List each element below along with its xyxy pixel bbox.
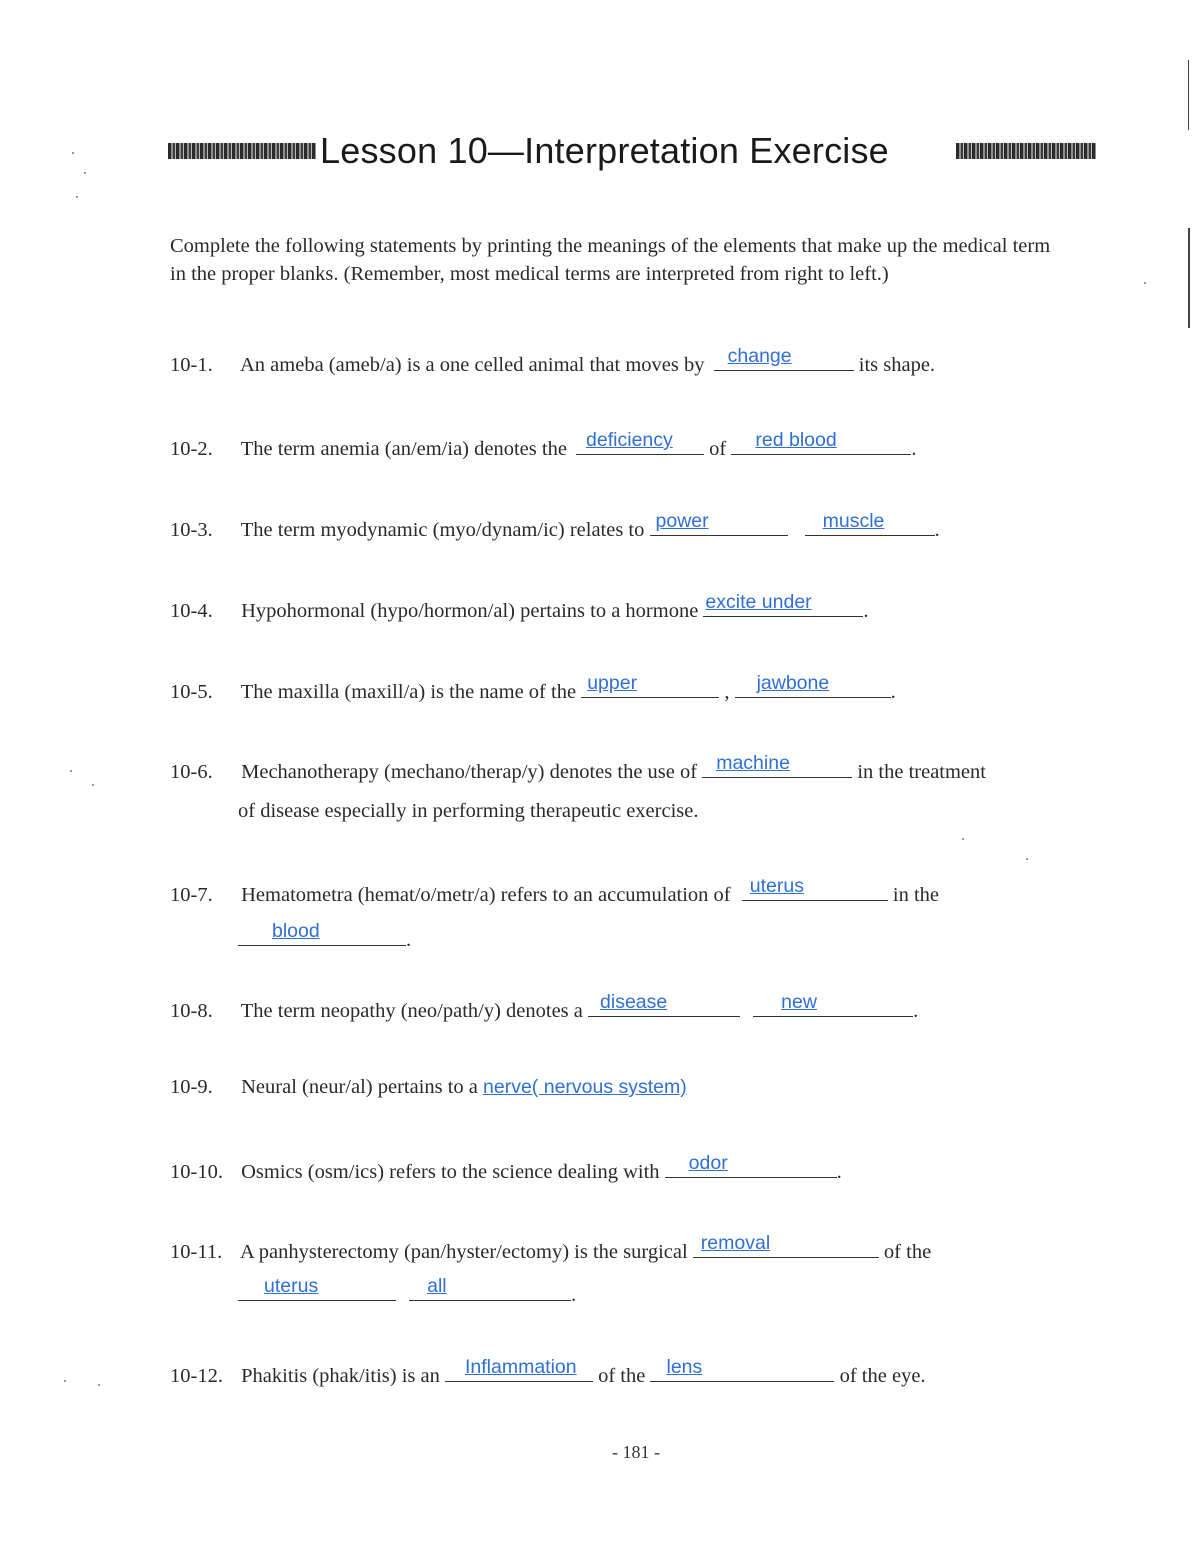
question-text: Hematometra (hemat/o/metr/a) refers to an accumulation of — [241, 884, 731, 906]
page-title: Lesson 10—Interpretation Exercise — [320, 130, 889, 171]
question-10-4 — [170, 592, 869, 625]
question-10-5 — [170, 673, 896, 706]
scan-speck — [92, 784, 94, 786]
answer-blank[interactable] — [702, 753, 852, 778]
question-10-2 — [170, 430, 917, 463]
question-number: 10-4. — [170, 600, 213, 622]
question-10-9 — [170, 1073, 687, 1101]
question-text: Mechanotherapy (mechano/therap/y) denotes the use of — [241, 761, 698, 783]
question-10-11-continued — [238, 1276, 576, 1309]
answer-text: muscle — [822, 510, 885, 532]
question-number: 10-10. — [170, 1161, 223, 1183]
question-number: 10-3. — [170, 519, 213, 541]
question-number: 10-12. — [170, 1365, 223, 1387]
decorative-bar-left — [168, 143, 316, 159]
question-10-7 — [170, 876, 939, 909]
answer-text: lens — [666, 1356, 703, 1378]
question-text-end: . — [934, 519, 940, 541]
answer-text: uterus — [264, 1275, 319, 1297]
instructions-text: Complete the following statements by printing the meanings of the elements that make up the medical term in the proper blanks. (Remember, most medical terms are interpreted from right to left.) — [170, 235, 1051, 285]
answer-blank-2[interactable] — [238, 1276, 396, 1301]
question-text: A panhysterectomy (pan/hyster/ectomy) is the surgical — [240, 1241, 688, 1263]
question-10-6-continued: of disease especially in performing therapeutic exercise. — [238, 800, 699, 822]
answer-text: red blood — [755, 429, 837, 451]
answer-text[interactable]: nerve( nervous system) — [483, 1076, 687, 1098]
question-number: 10-11. — [170, 1241, 223, 1263]
question-number: 10-8. — [170, 1000, 213, 1022]
question-text-end: . — [863, 600, 869, 622]
decorative-bar-right — [956, 143, 1096, 159]
answer-blank-2[interactable] — [238, 921, 406, 946]
scan-speck — [1144, 282, 1146, 284]
answer-text: change — [727, 345, 792, 367]
question-text: Neural (neur/al) pertains to a — [241, 1076, 478, 1098]
question-text-end: . — [571, 1284, 577, 1306]
question-text: The term neopathy (neo/path/y) denotes a — [240, 1000, 583, 1022]
answer-blank-2[interactable] — [650, 1357, 834, 1382]
answer-text: excite under — [705, 591, 812, 613]
answer-blank-1[interactable] — [588, 992, 740, 1017]
question-10-10 — [170, 1153, 842, 1186]
page-number: - 181 - — [612, 1442, 660, 1462]
question-text-mid: of the — [598, 1365, 646, 1387]
answer-text: odor — [688, 1152, 728, 1174]
question-10-6 — [170, 753, 986, 786]
answer-blank-3[interactable] — [409, 1276, 571, 1301]
answer-blank-2[interactable] — [805, 511, 935, 536]
question-text-end: its shape. — [858, 354, 936, 376]
scan-speck — [64, 1380, 66, 1382]
question-text-end: in the treatment — [857, 761, 986, 783]
answer-text: jawbone — [756, 672, 830, 694]
question-10-1 — [170, 346, 935, 379]
question-text-end: . — [836, 1161, 842, 1183]
answer-text: power — [655, 510, 709, 532]
question-number: 10-1. — [170, 354, 213, 376]
answer-blank-1[interactable] — [581, 673, 719, 698]
answer-blank-2[interactable] — [735, 673, 891, 698]
answer-text: blood — [272, 920, 320, 942]
scan-speck — [962, 838, 964, 840]
question-text-end: . — [406, 929, 412, 951]
scan-speck — [84, 172, 86, 174]
answer-text: all — [427, 1275, 447, 1297]
question-text: The maxilla (maxill/a) is the name of the — [240, 681, 577, 703]
question-number: 10-6. — [170, 761, 213, 783]
scan-speck — [70, 770, 72, 772]
answer-text: Inflammation — [464, 1356, 577, 1378]
question-text-end: in the — [892, 884, 940, 906]
answer-text: upper — [587, 672, 638, 694]
question-text-end: of the — [883, 1241, 932, 1263]
question-text-end: . — [890, 681, 896, 703]
lesson-header — [168, 126, 1098, 176]
scan-speck — [72, 152, 74, 154]
answer-blank-2[interactable] — [731, 430, 911, 455]
question-10-8 — [170, 992, 918, 1025]
answer-text: removal — [700, 1232, 771, 1254]
question-text: Phakitis (phak/itis) is an — [241, 1365, 440, 1387]
scan-edge-mark — [1188, 60, 1189, 130]
answer-blank-2[interactable] — [753, 992, 913, 1017]
question-text-end: . — [911, 438, 917, 460]
question-text-mid: , — [724, 681, 730, 703]
answer-blank-1[interactable] — [650, 511, 788, 536]
answer-blank[interactable] — [714, 346, 854, 371]
question-text: Hypohormonal (hypo/hormon/al) pertains to a hormone — [241, 600, 699, 622]
question-text: The term anemia (an/em/ia) denotes the — [240, 438, 567, 460]
answer-text: uterus — [749, 875, 804, 897]
question-text-mid: of — [709, 438, 727, 460]
question-text: An ameba (ameb/a) is a one celled animal that moves by — [240, 354, 705, 376]
question-10-11 — [170, 1233, 931, 1266]
scan-speck — [1026, 858, 1028, 860]
answer-blank-1[interactable] — [742, 876, 888, 901]
answer-text: machine — [716, 752, 790, 774]
question-text-end: . — [913, 1000, 919, 1022]
question-10-7-continued — [238, 921, 411, 954]
answer-blank-1[interactable] — [445, 1357, 593, 1382]
question-number: 10-2. — [170, 438, 213, 460]
answer-blank[interactable] — [703, 592, 863, 617]
question-number: 10-5. — [170, 681, 213, 703]
question-number: 10-9. — [170, 1076, 213, 1098]
answer-text: deficiency — [586, 429, 673, 451]
question-10-12 — [170, 1357, 926, 1390]
question-text-end: of the eye. — [839, 1365, 926, 1387]
answer-blank-1[interactable] — [576, 430, 704, 455]
question-number: 10-7. — [170, 884, 213, 906]
answer-text: new — [781, 991, 817, 1013]
question-text: The term myodynamic (myo/dynam/ic) relates to — [240, 519, 645, 541]
answer-blank-1[interactable] — [693, 1233, 879, 1258]
scan-speck — [98, 1384, 100, 1386]
scan-speck — [76, 196, 78, 198]
scan-edge-mark — [1188, 228, 1190, 328]
question-text: Osmics (osm/ics) refers to the science dealing with — [241, 1161, 660, 1183]
answer-text: disease — [600, 991, 668, 1013]
question-10-3 — [170, 511, 940, 544]
answer-blank[interactable] — [665, 1153, 837, 1178]
